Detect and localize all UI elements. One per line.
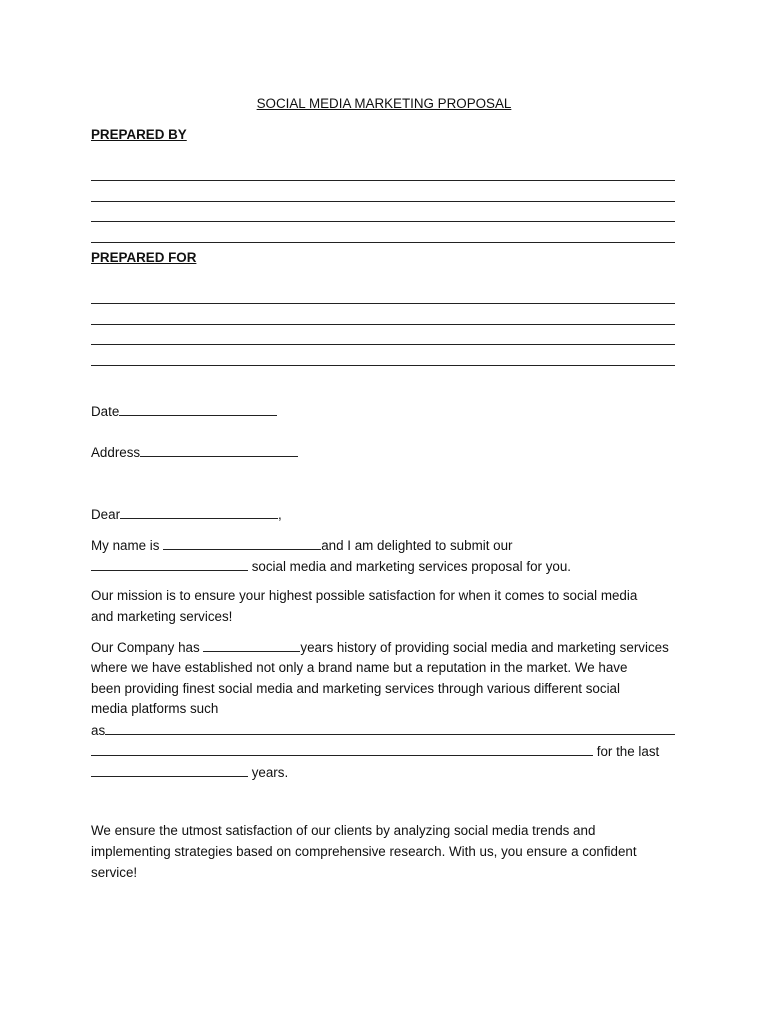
closing-line-1: We ensure the utmost satisfaction of our clients by analyzing social media trends and (91, 823, 596, 838)
intro-line-2 (91, 556, 683, 577)
dear-blank[interactable] (120, 504, 278, 519)
prepared-by-line-4[interactable] (91, 222, 675, 243)
company-history-text: years history of providing social media and marketing services (300, 640, 669, 655)
document-title: SOCIAL MEDIA MARKETING PROPOSAL (256, 96, 512, 111)
closing-line-3: service! (91, 864, 138, 880)
platforms-blank-2[interactable] (91, 741, 593, 756)
company-line-4: media platforms such (91, 701, 219, 717)
dear-row (91, 504, 282, 526)
years-text: years. (248, 764, 289, 780)
years-count-blank[interactable] (203, 637, 300, 652)
company-has-text: Our Company has (91, 640, 204, 655)
prepared-for-line-1[interactable] (91, 283, 675, 304)
name-blank[interactable] (163, 535, 321, 550)
prepared-by-lines[interactable] (91, 160, 675, 243)
prepared-by-line-2[interactable] (91, 181, 675, 202)
dear-label: Dear (91, 507, 121, 522)
as-text: as (91, 723, 106, 739)
prepared-for-line-4[interactable] (91, 345, 675, 366)
for-the-last-text: for the last (593, 743, 660, 759)
prepared-by-line-1[interactable] (91, 160, 675, 181)
intro-line-1 (91, 535, 683, 556)
platforms-blank-1[interactable] (105, 720, 675, 735)
prepared-by-line-3[interactable] (91, 202, 675, 223)
closing-paragraph (91, 821, 683, 883)
company-line-5 (91, 720, 683, 741)
mission-paragraph (91, 586, 683, 628)
intro-paragraph (91, 535, 683, 577)
mission-line-2: and marketing services! (91, 608, 233, 624)
closing-line-2: implementing strategies based on comprehensive research. With us, you ensure a confident (91, 843, 637, 859)
address-blank[interactable] (140, 442, 298, 457)
prepared-for-heading: PREPARED FOR (91, 250, 197, 265)
company-line-2: where we have established not only a brand name but a reputation in the market. We have (91, 659, 628, 675)
my-name-is-text: My name is (91, 538, 164, 553)
company-name-blank[interactable] (91, 556, 248, 571)
mission-line-1: Our mission is to ensure your highest possible satisfaction for when it comes to social media (91, 588, 638, 603)
years-blank[interactable] (91, 762, 248, 777)
delighted-text: and I am delighted to submit our (321, 538, 513, 553)
company-line-7 (91, 762, 683, 783)
address-row (91, 442, 298, 464)
company-line-1 (91, 637, 683, 658)
company-line-6 (91, 741, 683, 762)
company-line-3: been providing finest social media and marketing services through various different social (91, 680, 620, 696)
prepared-for-line-3[interactable] (91, 325, 675, 346)
address-label: Address (91, 445, 141, 460)
dear-suffix: , (278, 507, 282, 522)
date-label: Date (91, 404, 120, 419)
date-blank[interactable] (119, 401, 277, 416)
proposal-for-you-text: social media and marketing services proposal for you. (248, 558, 572, 574)
prepared-for-lines[interactable] (91, 283, 675, 366)
company-paragraph (91, 637, 683, 783)
prepared-for-line-2[interactable] (91, 304, 675, 325)
prepared-by-heading: PREPARED BY (91, 127, 187, 142)
date-row (91, 401, 277, 423)
